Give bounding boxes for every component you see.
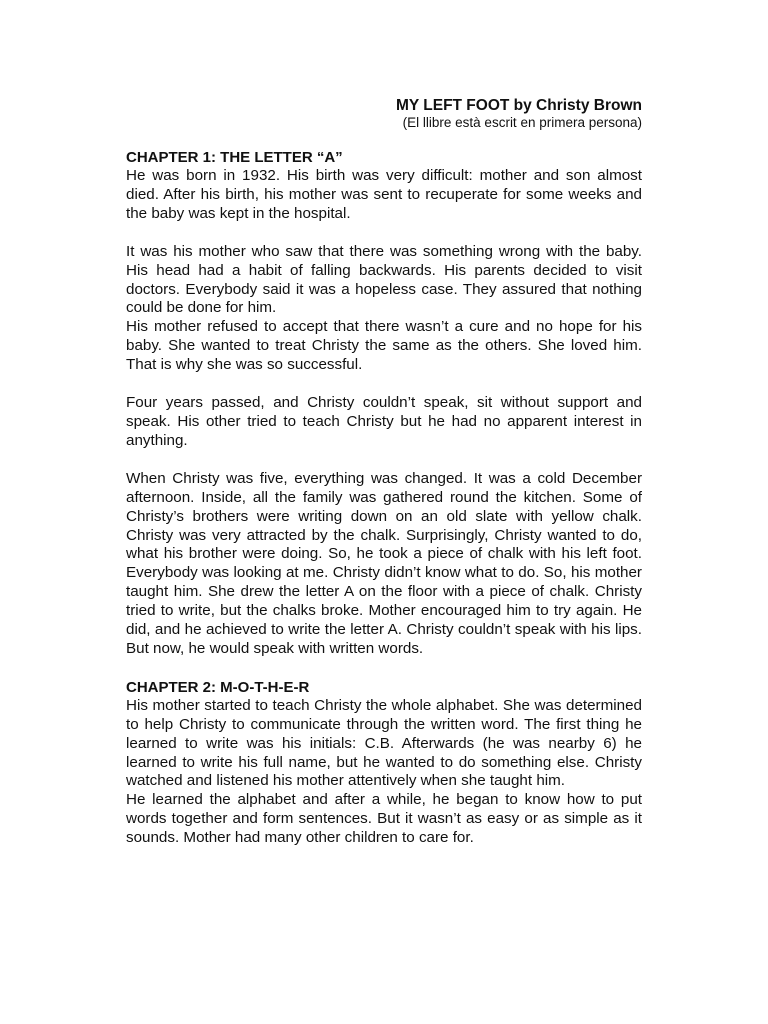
paragraph-spacer [126,659,642,678]
chapter-2-section [126,678,642,848]
chapter-1-paragraph-1: He was born in 1932. His birth was very difficult: mother and son almost died. After his birth, his mother was sent to recuperate for some weeks and the baby was kept in the hospital. [126,167,642,222]
chapter-1-paragraph-4: Four years passed, and Christy couldn’t speak, sit without support and speak. His other tried to teach Christy but he had no apparent interest in anything. [126,394,642,449]
chapter-1-paragraph-5: When Christy was five, everything was changed. It was a cold December afternoon. Inside, all the family was gathered round the kitchen. Some of Christy’s brothers were writing down on an old slate with yellow chalk. Christy was very attracted by the chalk. Surprisingly, Christy wanted to do, what his brother were doing. So, he took a piece of chalk with his left foot. Everybody was looking at me. Christy didn’t know what to do. So, his mother taught him. She drew the letter A on the floor with a piece of chalk. Christy tried to write, but the chalks broke. Mother encouraged him to try again. He did, and he achieved to write the letter A. Christy couldn’t speak with his lips. But now, he would speak with written words. [126,469,642,657]
paragraph-spacer [126,375,642,394]
chapter-2-paragraph-1: His mother started to teach Christy the whole alphabet. She was determined to help Christy to communicate through the written word. The first thing he learned to write was his initials: C.B. Afterwards (he was nearby 6) he learned to write his full name, but he wanted to do something else. Christy watched and listened his mother attentively when she taught him. [126,696,642,790]
chapter-2-heading: CHAPTER 2: M-O-T-H-E-R [126,678,310,696]
document-page [126,96,642,848]
paragraph-spacer [126,451,642,470]
document-subtitle: (El llibre està escrit en primera persona) [402,115,642,130]
chapter-1-section [126,148,642,678]
chapter-1-heading: CHAPTER 1: THE LETTER “A” [126,149,343,166]
chapter-1-paragraph-2: It was his mother who saw that there was something wrong with the baby. His head had a habit of falling backwards. His parents decided to visit doctors. Everybody said it was a hopeless case. They assured that nothing could be done for him. [126,242,642,317]
chapter-1-paragraph-3: His mother refused to accept that there wasn’t a cure and no hope for his baby. She wanted to treat Christy the same as the others. She loved him. That is why she was so successful. [126,318,642,374]
document-title: MY LEFT FOOT by Christy Brown [395,97,642,114]
paragraph-spacer [126,224,642,243]
chapter-2-paragraph-2: He learned the alphabet and after a while, he began to know how to put words together and form sentences. But it wasn’t as easy or as simple as it sounds. Mother had many other children to care for. [126,791,642,847]
